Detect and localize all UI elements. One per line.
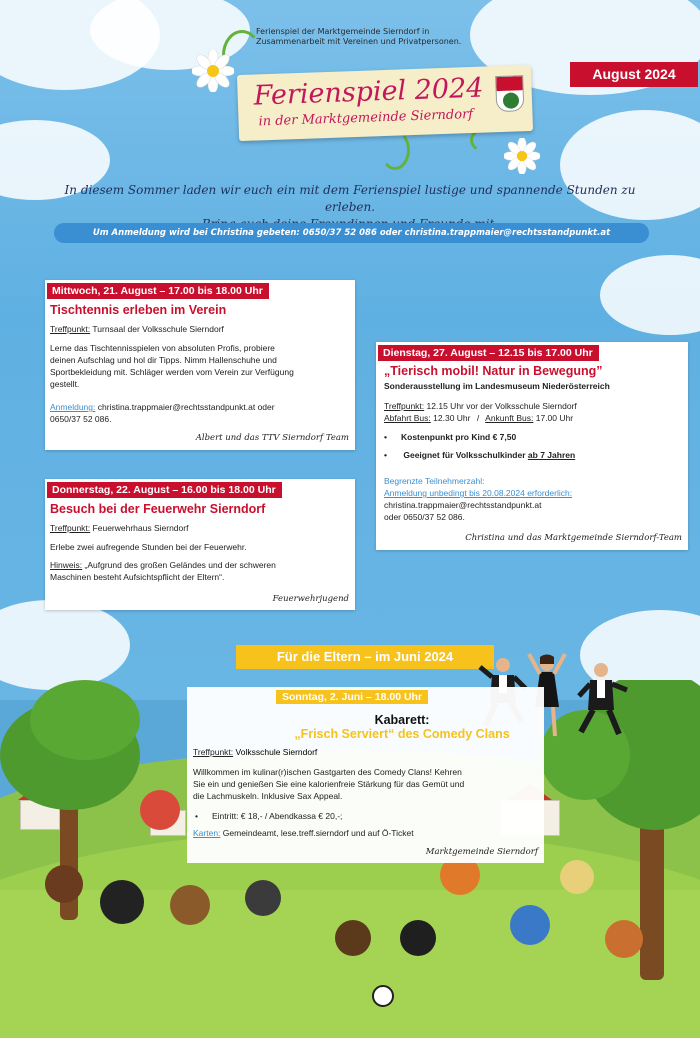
- event-bullet: • Kostenpunkt pro Kind € 7,50: [384, 432, 516, 442]
- event-date: Donnerstag, 22. August – 16.00 bis 18.00 Uhr: [47, 482, 282, 498]
- organizer-intro-line: Ferienspiel der Marktgemeinde Sierndorf in: [256, 27, 430, 36]
- event-bullet: • Eintritt: € 18,- / Abendkassa € 20,-;: [195, 811, 342, 821]
- daisy-icon: [192, 50, 234, 92]
- meeting-point-label: Treffpunkt:: [50, 324, 91, 334]
- organizer-intro: [256, 27, 476, 47]
- description-line: gestellt.: [50, 379, 80, 389]
- page-subtitle: in der Marktgemeinde Sierndorf: [258, 106, 474, 130]
- event-card-kabarett: [187, 687, 544, 863]
- event-title: Kabarett:: [374, 713, 430, 727]
- registration-email[interactable]: christina.trappmaier@rechtsstandpunkt.at: [384, 500, 542, 510]
- description-line: Sie ein und genießen Sie eine kalorienfreie Stärkung für das Gemüt und: [193, 779, 465, 789]
- registration-phone[interactable]: oder 0650/37 52 086.: [384, 512, 465, 522]
- event-meeting-point: [50, 323, 224, 335]
- arrival-time: 17.00 Uhr: [535, 413, 574, 423]
- event-card-tischtennis: [45, 280, 355, 450]
- cartoon-kid: [335, 920, 371, 956]
- daisy-icon: [504, 138, 540, 174]
- municipality-crest-icon: [495, 75, 524, 112]
- event-title: Tischtennis erleben im Verein: [50, 303, 227, 317]
- registration-banner: Um Anmeldung wird bei Christina gebeten: 0650/37 52 086 oder christina.trappmaier@rechtsstandpunkt.at: [54, 223, 649, 243]
- event-meeting-point: [193, 747, 317, 757]
- bullet-age: ab 7 Jahren: [527, 450, 576, 460]
- limited-notice: Begrenzte Teilnehmerzahl:: [384, 476, 485, 486]
- meeting-point-value: Feuerwehrhaus Sierndorf: [92, 523, 189, 533]
- cartoon-kid: [45, 865, 83, 903]
- event-signature: Albert und das TTV Sierndorf Team: [195, 433, 349, 443]
- hint-label: Hinweis:: [50, 560, 83, 570]
- event-card-feuerwehr: [45, 479, 355, 610]
- cartoon-kid: [100, 880, 144, 924]
- cartoon-kid: [245, 880, 281, 916]
- cartoon-kid: [170, 885, 210, 925]
- parents-section-heading: Für die Eltern – im Juni 2024: [236, 645, 494, 669]
- event-title: „Tierisch mobil! Natur in Bewegung”: [384, 364, 603, 378]
- event-meeting-point: [384, 400, 577, 412]
- soccer-ball: [372, 985, 394, 1007]
- tickets-label: Karten:: [193, 828, 221, 838]
- event-tickets: [193, 828, 414, 838]
- event-card-museum: [376, 342, 688, 550]
- cartoon-kid: [560, 860, 594, 894]
- event-description: [193, 766, 543, 802]
- arrival-label: Ankunft Bus:: [485, 413, 534, 423]
- event-title: Besuch bei der Feuerwehr Sierndorf: [50, 502, 266, 516]
- event-signature: Feuerwehrjugend: [272, 594, 349, 604]
- tree-crown: [30, 680, 140, 760]
- intro-line: In diesem Sommer laden wir euch ein mit dem Ferienspiel lustige und spannende Stunden zu erleben.: [64, 183, 636, 214]
- description-line: Sportbekleidung mit. Schläger werden vom Verein zur Verfügung: [50, 367, 294, 377]
- event-meeting-point: [50, 522, 188, 534]
- event-signature: Christina und das Marktgemeinde Sierndorf-Team: [465, 533, 682, 543]
- event-description: Erlebe zwei aufregende Stunden bei der Feuerwehr.: [50, 542, 247, 552]
- cartoon-kid: [510, 905, 550, 945]
- event-description: [50, 342, 350, 390]
- title-card: [237, 65, 533, 141]
- cartoon-kid: [400, 920, 436, 956]
- organizer-intro-line: Zusammenarbeit mit Vereinen und Privatpersonen.: [256, 37, 462, 46]
- event-registration: [50, 401, 350, 425]
- registration-label: Anmeldung:: [50, 402, 96, 412]
- meeting-point-label: Treffpunkt:: [193, 747, 234, 757]
- meeting-point-value: Turnsaal der Volksschule Sierndorf: [92, 324, 224, 334]
- departure-label: Abfahrt Bus:: [384, 413, 431, 423]
- departure-time: 12.30 Uhr: [433, 413, 471, 423]
- event-hint: [50, 559, 350, 583]
- hint-line: „Aufgrund des großen Geländes und der schweren: [84, 560, 276, 570]
- cartoon-kid: [140, 790, 180, 830]
- event-registration: [384, 475, 684, 523]
- event-bullet: [384, 450, 575, 460]
- tickets-value: Gemeindeamt, lese.treff.sierndorf und auf Ö-Ticket: [222, 828, 414, 838]
- registration-phone[interactable]: 0650/37 52 086.: [50, 414, 112, 424]
- description-line: die Lachmuskeln. Inklusive Sax Appeal.: [193, 791, 343, 801]
- meeting-point-label: Treffpunkt:: [50, 523, 91, 533]
- registration-deadline: Anmeldung unbedingt bis 20.08.2024 erforderlich:: [384, 488, 573, 498]
- meeting-point-value: 12.15 Uhr vor der Volksschule Sierndorf: [426, 401, 577, 411]
- separator: /: [476, 413, 480, 423]
- meeting-point-value: Volksschule Sierndorf: [235, 747, 318, 757]
- event-date: Dienstag, 27. August – 12.15 bis 17.00 Uhr: [378, 345, 599, 361]
- month-badge: August 2024: [570, 62, 698, 87]
- description-line: deinen Aufschlag und hol dir Tipps. Nimm Hallenschuhe und: [50, 355, 277, 365]
- cartoon-kid: [605, 920, 643, 958]
- event-date: Mittwoch, 21. August – 17.00 bis 18.00 Uhr: [47, 283, 269, 299]
- registration-email[interactable]: christina.trappmaier@rechtsstandpunkt.at oder: [97, 402, 275, 412]
- event-subtitle: „Frisch Serviert“ des Comedy Clans: [294, 727, 510, 741]
- hint-line: Maschinen besteht Aufsichtspflicht der Eltern“.: [50, 572, 225, 582]
- bullet-text: Geeignet für Volksschulkinder: [403, 450, 526, 460]
- event-signature: Marktgemeinde Sierndorf: [425, 847, 538, 857]
- description-line: Willkommen im kulinar(r)ischen Gastgarten des Comedy Clans! Kehren: [193, 767, 462, 777]
- meeting-point-label: Treffpunkt:: [384, 401, 425, 411]
- event-date: Sonntag, 2. Juni – 18.00 Uhr: [276, 690, 428, 704]
- description-line: Lerne das Tischtennisspielen von absoluten Profis, probiere: [50, 343, 275, 353]
- event-bus-times: [384, 412, 573, 424]
- page-title: Ferienspiel 2024: [253, 72, 484, 112]
- event-subtitle: Sonderausstellung im Landesmuseum Niederösterreich: [384, 381, 610, 391]
